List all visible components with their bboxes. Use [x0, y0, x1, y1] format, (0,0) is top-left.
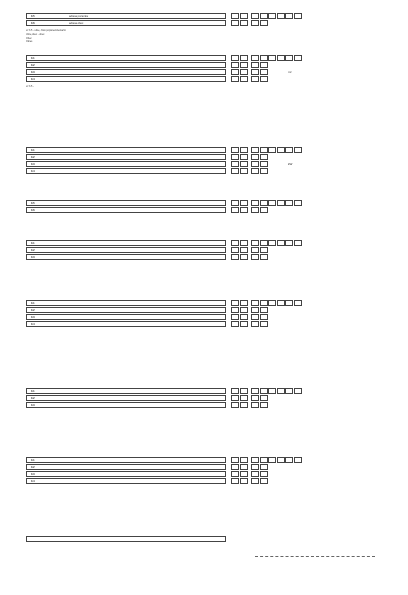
field-label-box — [26, 314, 226, 320]
entry-box[interactable] — [240, 388, 248, 394]
entry-box[interactable] — [240, 200, 248, 206]
entry-boxes — [231, 247, 268, 253]
field-label-box — [26, 240, 226, 246]
entry-box[interactable] — [240, 154, 248, 160]
entry-box[interactable] — [285, 240, 293, 246]
entry-box[interactable] — [260, 247, 268, 253]
entry-box[interactable] — [251, 300, 259, 306]
form-field-row — [26, 478, 386, 485]
entry-box[interactable] — [251, 147, 259, 153]
entry-box[interactable] — [231, 464, 239, 470]
field-code: 0.4 — [31, 323, 35, 326]
field-label-box — [26, 247, 226, 253]
form-field-row — [26, 69, 386, 76]
field-code: 0.3 — [31, 404, 35, 407]
form-field-row — [26, 240, 386, 247]
entry-box[interactable] — [260, 200, 268, 206]
field-code: 0.1 — [31, 57, 35, 60]
note-line: Obec — [26, 36, 32, 40]
field-code: 0.2 — [31, 156, 35, 159]
entry-boxes — [231, 154, 268, 160]
entry-box[interactable] — [240, 207, 248, 213]
entry-boxes — [231, 69, 268, 75]
form-field-row — [26, 147, 386, 154]
entry-box[interactable] — [231, 395, 239, 401]
form-section — [26, 200, 386, 216]
field-unit: m² — [288, 70, 292, 74]
entry-box[interactable] — [231, 457, 239, 463]
field-code: 0.1 — [31, 302, 35, 305]
form-field-row — [26, 62, 386, 69]
entry-box[interactable] — [268, 240, 276, 246]
entry-box[interactable] — [251, 168, 259, 174]
entry-boxes — [231, 13, 302, 19]
field-label-box — [26, 69, 226, 75]
form-field-row — [26, 321, 386, 328]
field-label-box — [26, 161, 226, 167]
entry-box[interactable] — [260, 402, 268, 408]
signature-line[interactable] — [255, 556, 375, 557]
field-rows — [26, 536, 386, 543]
field-label-box — [26, 20, 226, 26]
entry-box[interactable] — [260, 161, 268, 167]
form-field-row — [26, 76, 386, 83]
entry-box[interactable] — [277, 388, 285, 394]
entry-box[interactable] — [240, 402, 248, 408]
field-rows — [26, 388, 386, 409]
entry-boxes — [231, 300, 302, 306]
entry-boxes — [231, 307, 268, 313]
entry-box[interactable] — [240, 464, 248, 470]
field-label-box — [26, 62, 226, 68]
entry-box[interactable] — [251, 154, 259, 160]
entry-boxes — [231, 76, 268, 82]
entry-box[interactable] — [231, 240, 239, 246]
entry-box[interactable] — [240, 55, 248, 61]
field-code: 0.5 — [31, 202, 35, 205]
entry-boxes — [231, 388, 302, 394]
entry-box[interactable] — [240, 300, 248, 306]
section-notes — [26, 85, 386, 89]
entry-box[interactable] — [231, 402, 239, 408]
field-code: 0.3 — [31, 71, 35, 74]
entry-boxes — [231, 55, 302, 61]
field-code: 0.2 — [31, 466, 35, 469]
field-code: 0.4 — [31, 480, 35, 483]
entry-box[interactable] — [251, 62, 259, 68]
entry-box[interactable] — [231, 254, 239, 260]
form-field-row — [26, 536, 386, 543]
form-field-row — [26, 471, 386, 478]
entry-box[interactable] — [231, 168, 239, 174]
entry-box[interactable] — [294, 13, 302, 19]
field-code: 0.5 — [31, 15, 35, 18]
entry-box[interactable] — [294, 147, 302, 153]
entry-boxes — [231, 457, 302, 463]
field-code: 0.4 — [31, 170, 35, 173]
field-code: 0.1 — [31, 459, 35, 462]
entry-box[interactable] — [231, 478, 239, 484]
entry-boxes — [231, 200, 302, 206]
entry-boxes — [231, 254, 268, 260]
entry-boxes — [231, 20, 268, 26]
entry-box[interactable] — [251, 388, 259, 394]
field-rows — [26, 13, 386, 27]
field-rows — [26, 147, 386, 175]
entry-box[interactable] — [285, 55, 293, 61]
form-section — [26, 388, 386, 411]
entry-box[interactable] — [231, 314, 239, 320]
entry-box[interactable] — [240, 478, 248, 484]
field-label-box — [26, 478, 226, 484]
form-field-row — [26, 388, 386, 395]
entry-box[interactable] — [268, 13, 276, 19]
entry-box[interactable] — [231, 147, 239, 153]
entry-box[interactable] — [260, 13, 268, 19]
entry-box[interactable] — [231, 13, 239, 19]
field-code: 0.1 — [31, 149, 35, 152]
entry-box[interactable] — [294, 240, 302, 246]
form-field-row — [26, 300, 386, 307]
form-section — [26, 55, 386, 89]
entry-boxes — [231, 402, 268, 408]
entry-boxes — [231, 314, 268, 320]
field-rows — [26, 457, 386, 485]
note-line: vz 3.5 - — [26, 85, 34, 88]
entry-box[interactable] — [251, 254, 259, 260]
field-label-box — [26, 464, 226, 470]
entry-box[interactable] — [260, 168, 268, 174]
entry-box[interactable] — [240, 254, 248, 260]
form-field-row — [26, 402, 386, 409]
field-code: 0.1 — [31, 242, 35, 245]
entry-box[interactable] — [285, 457, 293, 463]
entry-box[interactable] — [260, 154, 268, 160]
entry-boxes — [231, 471, 268, 477]
entry-boxes — [231, 62, 268, 68]
note-line: vz 3.5 - ulice, číslo popisné/orientační — [26, 29, 66, 32]
note-line: Ulice,obec - obec — [26, 32, 45, 36]
entry-box[interactable] — [294, 200, 302, 206]
field-label-box — [26, 147, 226, 153]
field-label-box — [26, 207, 226, 213]
field-code: 0.2 — [31, 309, 35, 312]
form-field-row — [26, 200, 386, 207]
entry-box[interactable] — [251, 55, 259, 61]
entry-box[interactable] — [251, 207, 259, 213]
entry-box[interactable] — [251, 321, 259, 327]
field-code: 0.2 — [31, 64, 35, 67]
form-field-row — [26, 154, 386, 161]
entry-boxes — [231, 240, 302, 246]
entry-box[interactable] — [277, 55, 285, 61]
entry-box[interactable] — [251, 457, 259, 463]
field-label-box — [26, 395, 226, 401]
entry-box[interactable] — [260, 321, 268, 327]
entry-box[interactable] — [231, 200, 239, 206]
entry-box[interactable] — [260, 300, 268, 306]
entry-boxes — [231, 168, 268, 174]
entry-box[interactable] — [260, 20, 268, 26]
entry-box[interactable] — [240, 314, 248, 320]
entry-boxes — [231, 161, 268, 167]
entry-box[interactable] — [251, 161, 259, 167]
entry-box[interactable] — [251, 314, 259, 320]
entry-box[interactable] — [251, 395, 259, 401]
entry-box[interactable] — [240, 168, 248, 174]
entry-box[interactable] — [240, 76, 248, 82]
entry-box[interactable] — [260, 457, 268, 463]
field-label-box — [26, 457, 226, 463]
field-code: 0.3 — [31, 316, 35, 319]
entry-box[interactable] — [231, 300, 239, 306]
entry-box[interactable] — [240, 471, 248, 477]
entry-box[interactable] — [240, 457, 248, 463]
field-code: 0.3 — [31, 163, 35, 166]
entry-box[interactable] — [251, 471, 259, 477]
entry-boxes — [231, 207, 268, 213]
entry-box[interactable] — [231, 207, 239, 213]
entry-box[interactable] — [260, 254, 268, 260]
entry-box[interactable] — [251, 240, 259, 246]
field-label-box — [26, 471, 226, 477]
entry-box[interactable] — [240, 395, 248, 401]
entry-box[interactable] — [240, 13, 248, 19]
entry-box[interactable] — [251, 20, 259, 26]
entry-box[interactable] — [277, 300, 285, 306]
entry-box[interactable] — [285, 300, 293, 306]
field-code: 0.3 — [31, 256, 35, 259]
field-code: 0.6 — [31, 22, 35, 25]
field-description: adresa obec — [69, 22, 84, 25]
entry-box[interactable] — [231, 307, 239, 313]
field-label-box — [26, 321, 226, 327]
field-label-box — [26, 13, 226, 19]
form-field-row — [26, 13, 386, 20]
entry-box[interactable] — [260, 55, 268, 61]
field-label-box — [26, 388, 226, 394]
entry-box[interactable] — [231, 69, 239, 75]
entry-box[interactable] — [260, 69, 268, 75]
entry-box[interactable] — [277, 457, 285, 463]
entry-box[interactable] — [294, 388, 302, 394]
entry-box[interactable] — [251, 478, 259, 484]
form-field-row — [26, 207, 386, 214]
field-label-box — [26, 200, 226, 206]
entry-box[interactable] — [260, 478, 268, 484]
entry-box[interactable] — [277, 13, 285, 19]
entry-box[interactable] — [285, 388, 293, 394]
entry-boxes — [231, 464, 268, 470]
entry-box[interactable] — [240, 240, 248, 246]
form-field-row — [26, 254, 386, 261]
field-label-box — [26, 168, 226, 174]
entry-box[interactable] — [268, 147, 276, 153]
form-field-row — [26, 395, 386, 402]
form-field-row — [26, 314, 386, 321]
field-label-box — [26, 76, 226, 82]
field-rows — [26, 240, 386, 261]
form-field-row — [26, 55, 386, 62]
entry-boxes — [231, 395, 268, 401]
entry-box[interactable] — [240, 69, 248, 75]
entry-box[interactable] — [277, 200, 285, 206]
entry-box[interactable] — [231, 20, 239, 26]
entry-box[interactable] — [240, 161, 248, 167]
entry-box[interactable] — [231, 388, 239, 394]
field-label-box — [26, 55, 226, 61]
entry-box[interactable] — [285, 147, 293, 153]
signature-block — [255, 548, 375, 557]
field-label-box — [26, 154, 226, 160]
entry-box[interactable] — [268, 388, 276, 394]
entry-box[interactable] — [231, 247, 239, 253]
field-rows — [26, 300, 386, 328]
entry-box[interactable] — [240, 62, 248, 68]
entry-box[interactable] — [251, 402, 259, 408]
field-label-box — [26, 536, 226, 542]
field-code: 0.4 — [31, 78, 35, 81]
entry-box[interactable] — [268, 457, 276, 463]
entry-box[interactable] — [240, 20, 248, 26]
entry-box[interactable] — [251, 464, 259, 470]
form-section — [26, 457, 386, 487]
form-field-row — [26, 307, 386, 314]
entry-box[interactable] — [260, 240, 268, 246]
entry-box[interactable] — [260, 464, 268, 470]
entry-box[interactable] — [231, 154, 239, 160]
note-line: Okres — [26, 40, 33, 44]
entry-box[interactable] — [231, 161, 239, 167]
entry-box[interactable] — [260, 388, 268, 394]
entry-box[interactable] — [251, 307, 259, 313]
entry-box[interactable] — [277, 147, 285, 153]
entry-box[interactable] — [260, 307, 268, 313]
form-section — [26, 13, 386, 44]
field-code: 0.6 — [31, 209, 35, 212]
entry-box[interactable] — [231, 55, 239, 61]
section-notes — [26, 29, 386, 44]
entry-box[interactable] — [231, 76, 239, 82]
form-field-row — [26, 457, 386, 464]
form-field-row — [26, 20, 386, 27]
field-rows — [26, 200, 386, 214]
entry-box[interactable] — [260, 314, 268, 320]
field-description: adresa pozemku — [69, 15, 89, 18]
entry-boxes — [231, 478, 268, 484]
entry-box[interactable] — [251, 247, 259, 253]
entry-box[interactable] — [260, 207, 268, 213]
field-label-box — [26, 307, 226, 313]
entry-box[interactable] — [285, 13, 293, 19]
entry-box[interactable] — [285, 200, 293, 206]
form-section — [26, 240, 386, 263]
entry-box[interactable] — [240, 321, 248, 327]
field-label-box — [26, 254, 226, 260]
entry-box[interactable] — [260, 471, 268, 477]
entry-box[interactable] — [240, 247, 248, 253]
entry-box[interactable] — [268, 200, 276, 206]
form-field-row — [26, 168, 386, 175]
entry-box[interactable] — [260, 395, 268, 401]
entry-box[interactable] — [260, 147, 268, 153]
entry-box[interactable] — [294, 457, 302, 463]
field-code: 0.1 — [31, 390, 35, 393]
entry-box[interactable] — [231, 321, 239, 327]
form-section — [26, 536, 386, 543]
field-rows — [26, 55, 386, 83]
entry-box[interactable] — [277, 240, 285, 246]
form-field-row — [26, 161, 386, 168]
form-section — [26, 300, 386, 330]
field-code: 0.2 — [31, 249, 35, 252]
field-code: 0.3 — [31, 473, 35, 476]
form-field-row — [26, 464, 386, 471]
form-section — [26, 147, 386, 177]
entry-box[interactable] — [260, 76, 268, 82]
entry-box[interactable] — [260, 62, 268, 68]
entry-box[interactable] — [268, 300, 276, 306]
entry-box[interactable] — [251, 69, 259, 75]
field-code: 0.2 — [31, 397, 35, 400]
entry-boxes — [231, 147, 302, 153]
field-label-box — [26, 300, 226, 306]
entry-box[interactable] — [251, 13, 259, 19]
entry-box[interactable] — [294, 55, 302, 61]
field-label-box — [26, 402, 226, 408]
entry-box[interactable] — [251, 200, 259, 206]
entry-box[interactable] — [294, 300, 302, 306]
entry-box[interactable] — [240, 307, 248, 313]
entry-boxes — [231, 321, 268, 327]
entry-box[interactable] — [231, 62, 239, 68]
entry-box[interactable] — [268, 55, 276, 61]
entry-box[interactable] — [251, 76, 259, 82]
form-field-row — [26, 247, 386, 254]
entry-box[interactable] — [231, 471, 239, 477]
field-unit: kW — [288, 162, 293, 166]
entry-box[interactable] — [240, 147, 248, 153]
